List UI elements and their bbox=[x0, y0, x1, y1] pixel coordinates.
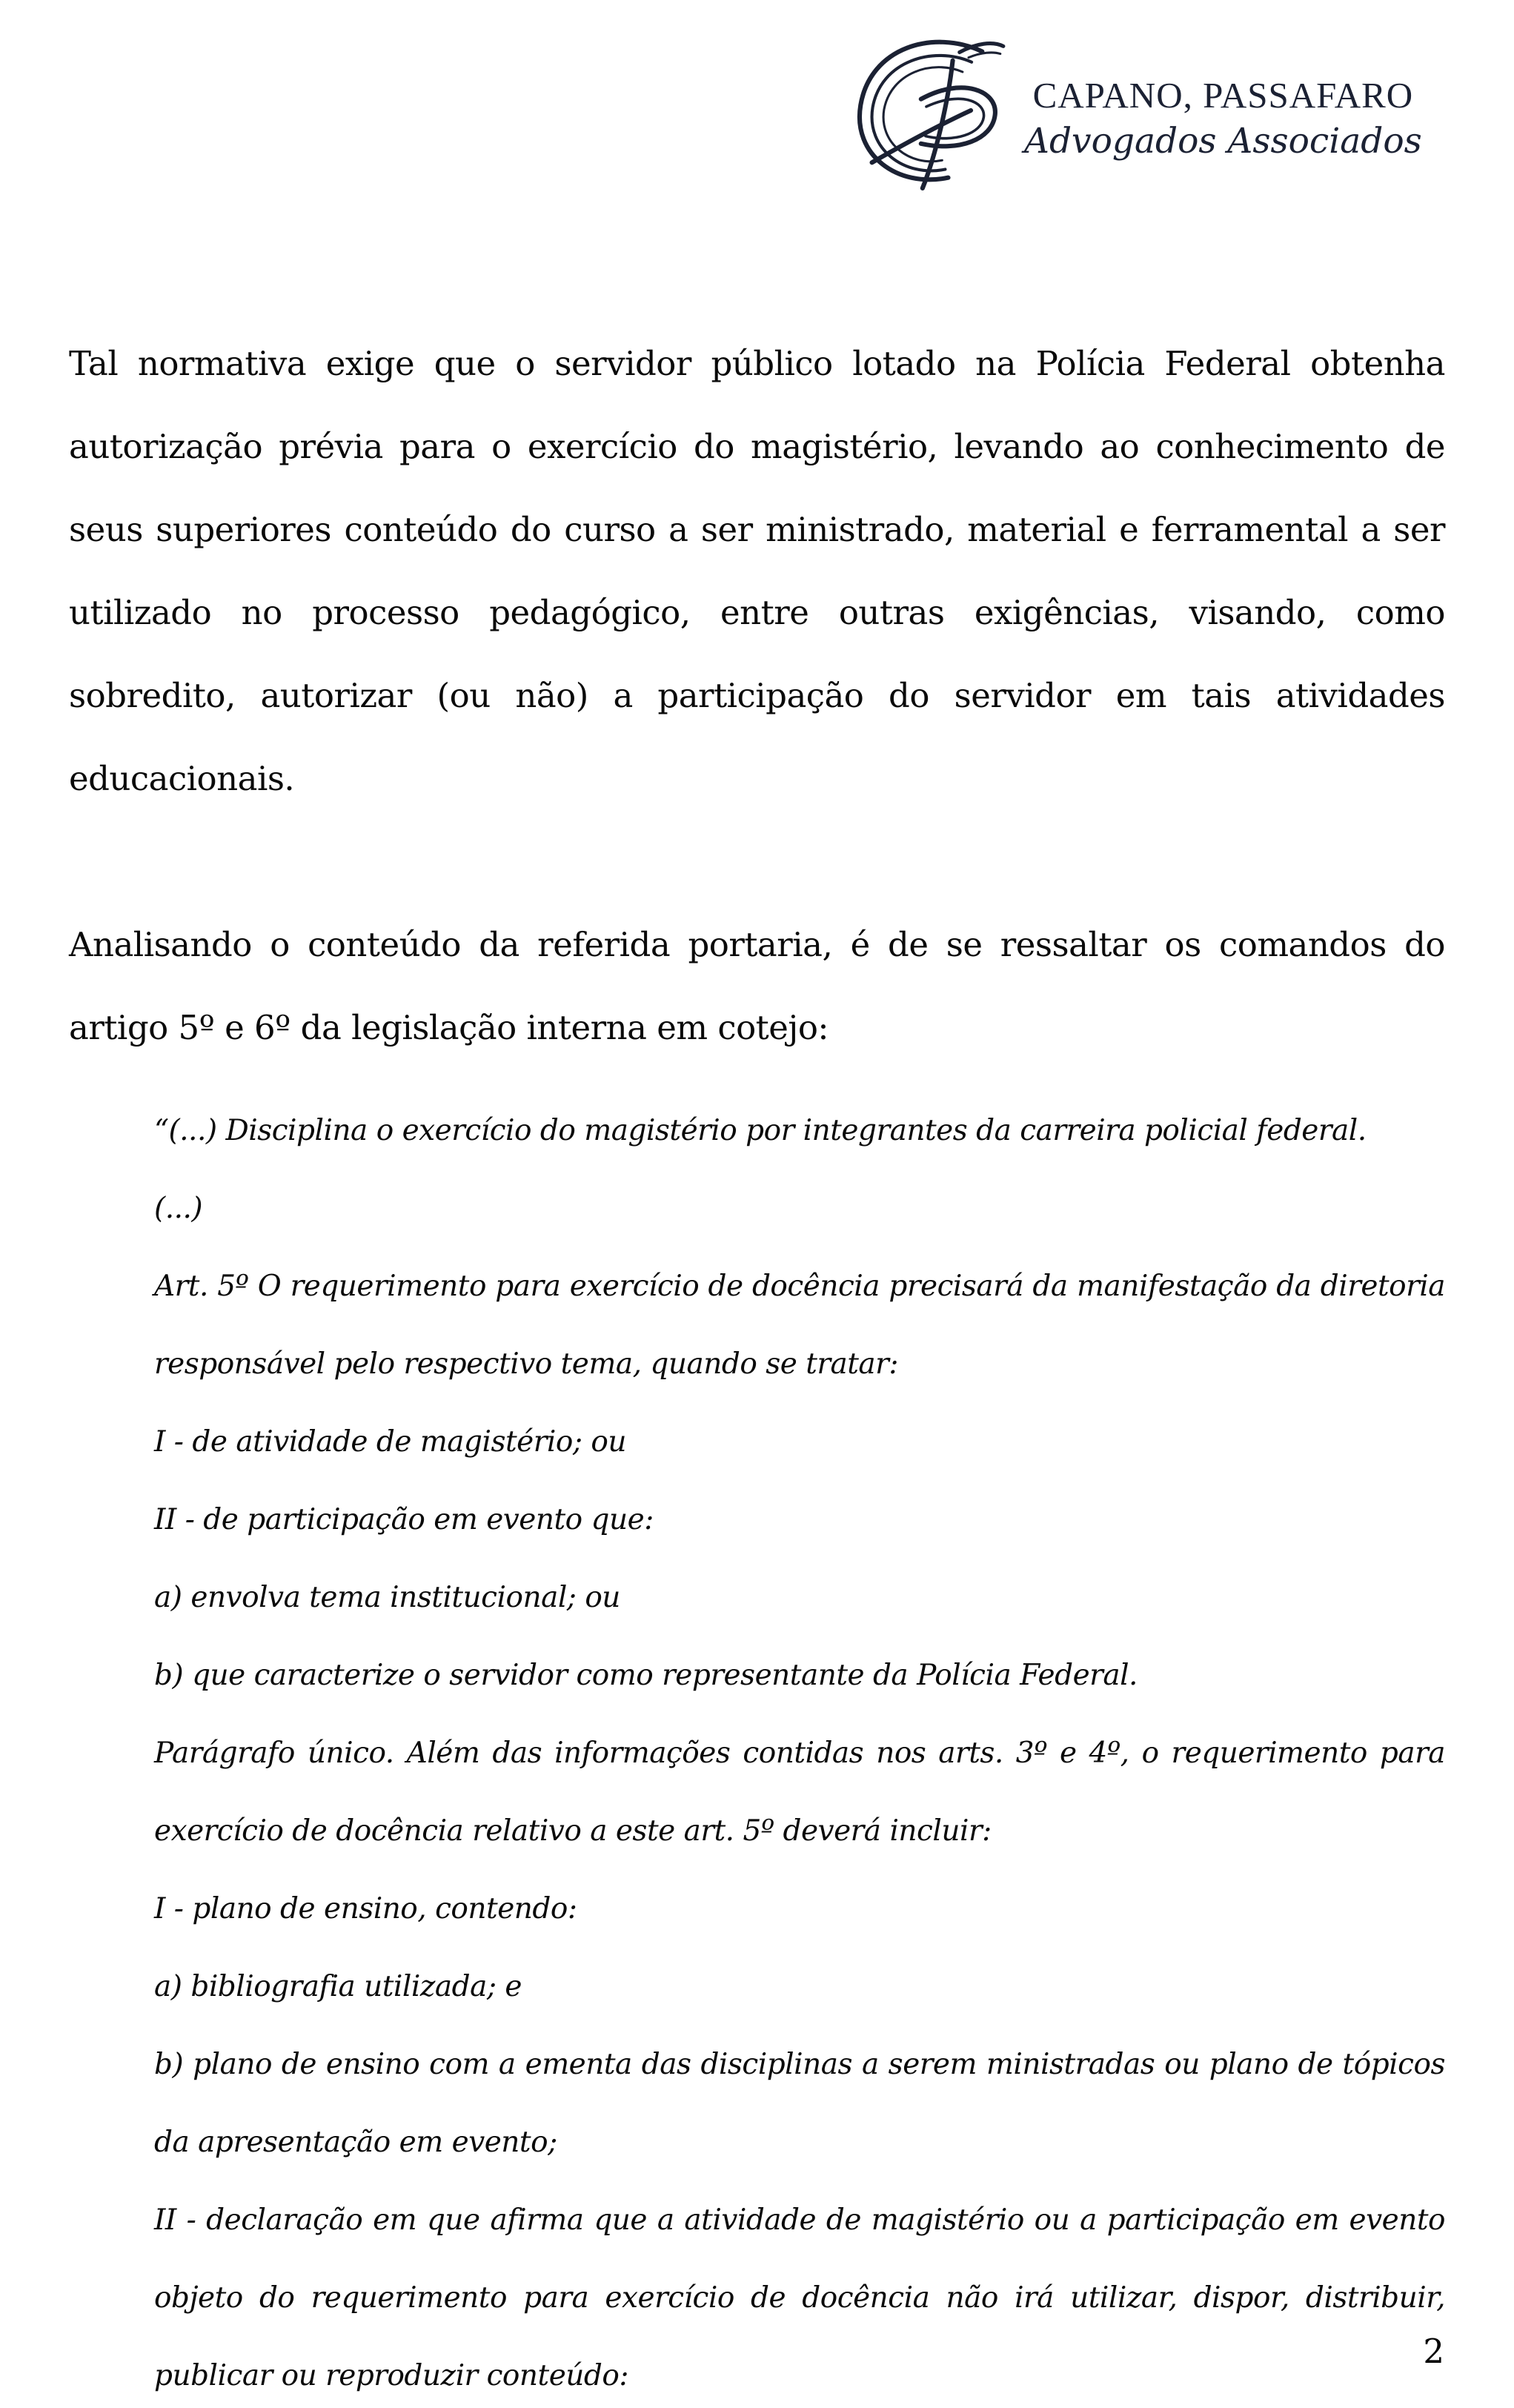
body-paragraph: Analisando o conteúdo da referida portaria, é de se ressaltar os comandos do artigo 5º e 6º da legislação interna em cotejo: bbox=[69, 925, 1445, 1047]
quote-paragraph: b) plano de ensino com a ementa das disciplinas a serem ministradas ou plano de tópicos da apresentação em evento; bbox=[154, 2048, 1445, 2159]
firm-tagline: Advogados Associados bbox=[1024, 121, 1422, 162]
quote-paragraph: a) envolva tema institucional; ou bbox=[154, 1581, 620, 1614]
quote-paragraph: I - plano de ensino, contendo: bbox=[154, 1892, 577, 1926]
firm-name: CAPANO, PASSAFARO bbox=[1032, 75, 1414, 116]
quote-paragraph: Art. 5º O requerimento para exercício de docência precisará da manifestação da diretoria responsável pelo respectivo tema, quando se tratar: bbox=[154, 1270, 1445, 1381]
quote-paragraph: Parágrafo único. Além das informações contidas nos arts. 3º e 4º, o requerimento para exercício de docência relativo a este art. 5º deverá incluir: bbox=[154, 1737, 1445, 1848]
document-body bbox=[69, 322, 1445, 2408]
quote-paragraph: II - declaração em que afirma que a atividade de magistério ou a participação em evento objeto do requerimento para exercício de docência não irá utilizar, dispor, distribuir, publicar ou reproduzir conteúdo: bbox=[154, 2203, 1445, 2392]
letterhead bbox=[849, 31, 1422, 191]
quote-paragraph: (...) bbox=[154, 1192, 203, 1225]
quote-paragraph: b) que caracterize o servidor como representante da Polícia Federal. bbox=[154, 1659, 1138, 1692]
body-paragraph: Tal normativa exige que o servidor público lotado na Polícia Federal obtenha autorização prévia para o exercício do magistério, levando ao conhecimento de seus superiores conteúdo do curso a ser ministrado, material e ferramental a ser utilizado no processo pedagógico, entre outras exigências, visando, como sobredito, autorizar (ou não) a participação do servidor em tais atividades educacionais. bbox=[69, 344, 1445, 798]
page-number: 2 bbox=[1423, 2332, 1444, 2371]
quote-paragraph: “(...) Disciplina o exercício do magistério por integrantes da carreira policial federal. bbox=[154, 1114, 1367, 1147]
legal-quote-block bbox=[154, 1092, 1445, 2408]
quote-paragraph: II - de participação em evento que: bbox=[154, 1503, 654, 1536]
logo-text bbox=[1024, 31, 1422, 162]
quote-paragraph: a) bibliografia utilizada; e bbox=[154, 1970, 522, 2003]
cp-monogram-logo bbox=[849, 31, 1008, 191]
quote-paragraph: I - de atividade de magistério; ou bbox=[154, 1425, 626, 1459]
